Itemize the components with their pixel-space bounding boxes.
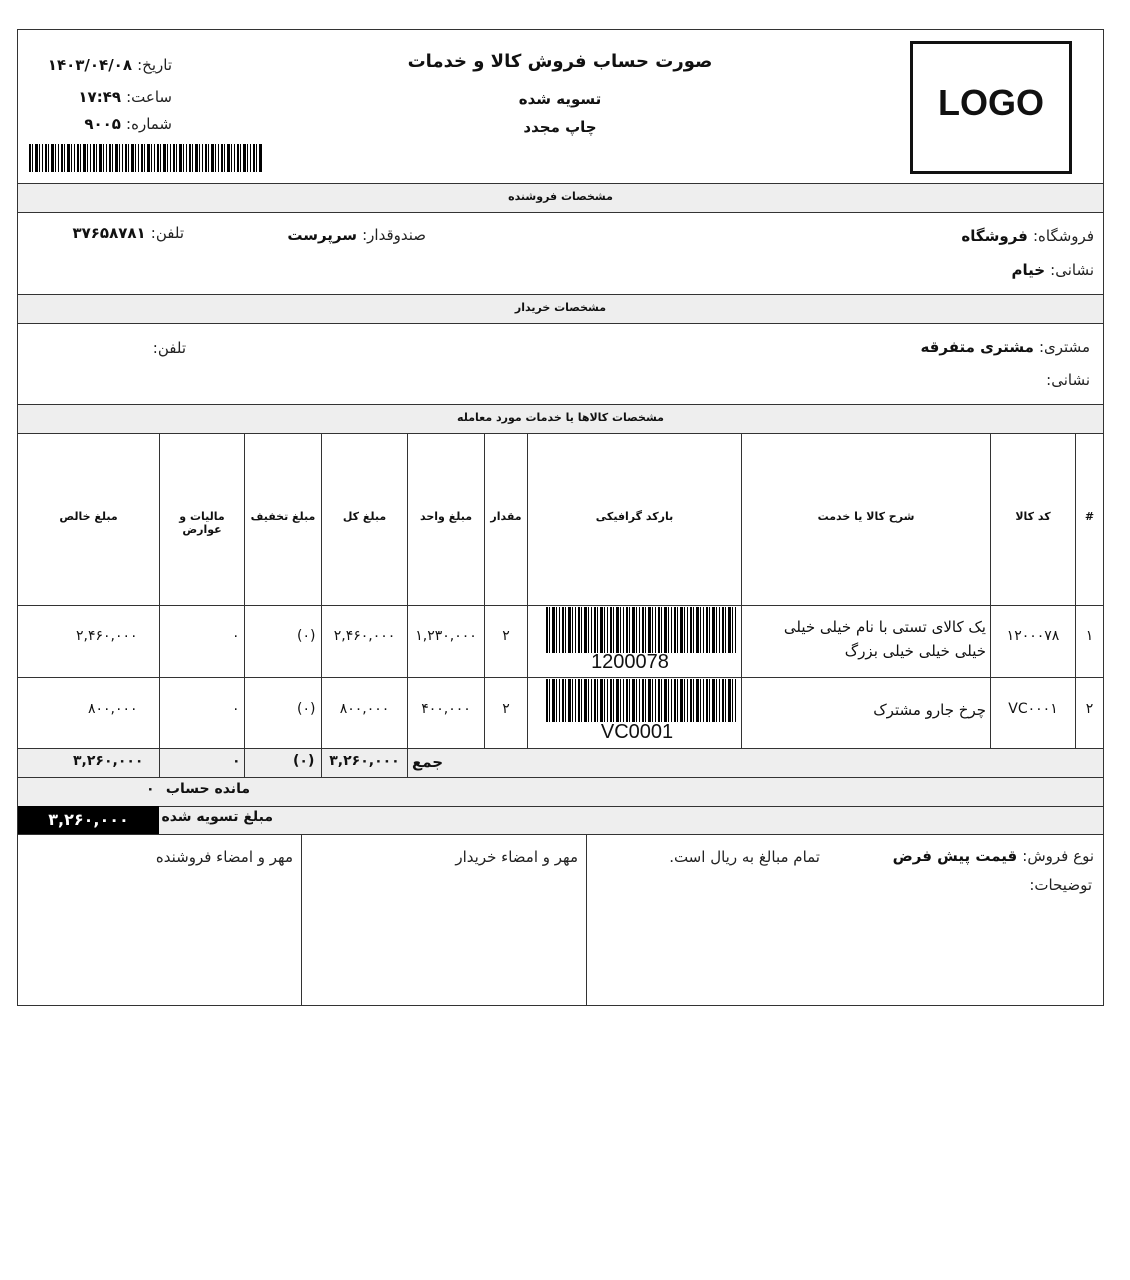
balance-label: مانده حساب: [165, 781, 250, 797]
column-divider: [527, 433, 528, 748]
sale-type-value: قیمت پیش فرض: [892, 847, 1018, 865]
seller-signature-label: مهر و امضاء فروشنده: [155, 848, 293, 866]
sum-label: جمع: [412, 753, 444, 771]
status-label: تسویه شده: [518, 90, 602, 108]
col-header-discount: مبلغ تخفیف: [250, 510, 316, 523]
divider: [17, 323, 1104, 324]
notes-label: توضیحات:: [1029, 876, 1092, 894]
item-barcode-icon: [546, 679, 738, 722]
time-row: [78, 87, 172, 106]
seller-address-row: [1011, 260, 1094, 279]
customer-row: [920, 337, 1090, 356]
items-section-band: [18, 405, 1103, 433]
col-header-unit: مبلغ واحد: [419, 510, 473, 523]
seller-phone-row: [72, 223, 184, 242]
item-barcode-icon: [546, 607, 738, 653]
cell-barcode-number: VC0001: [600, 721, 674, 743]
customer-value: مشتری متفرقه: [920, 338, 1034, 356]
col-header-net: مبلغ خالص: [59, 510, 118, 523]
divider: [17, 605, 1104, 606]
divider: [17, 433, 1104, 434]
col-header-tax: مالیات و عوارض: [179, 510, 225, 536]
sale-type-row: [893, 846, 1094, 865]
date-row: [48, 55, 172, 74]
cell-tax: ۰: [232, 701, 240, 717]
cell-discount: (۰): [297, 628, 316, 644]
cell-qty: ۲: [502, 701, 510, 717]
buyer-section-title: مشخصات خریدار: [514, 301, 607, 314]
date-label: تاریخ:: [137, 56, 172, 74]
divider: [17, 212, 1104, 213]
store-row: [961, 226, 1094, 245]
cashier-value: سرپرست: [287, 226, 358, 244]
buyer-signature-label: مهر و امضاء خریدار: [455, 848, 578, 866]
buyer-section-band: [18, 295, 1103, 323]
cell-qty: ۲: [502, 628, 510, 644]
cell-discount: (۰): [297, 701, 316, 717]
sale-type-label: نوع فروش:: [1022, 847, 1094, 865]
sum-total: ۳,۲۶۰,۰۰۰: [329, 753, 400, 769]
seller-address-label: نشانی:: [1050, 261, 1094, 279]
seller-address-value: خیام: [1011, 261, 1046, 279]
col-header-row: #: [1084, 510, 1095, 523]
invoice-title: صورت حساب فروش کالا و خدمات: [407, 51, 713, 72]
col-header-qty: مقدار: [490, 510, 522, 523]
currency-note: تمام مبالغ به ریال است.: [669, 848, 820, 866]
cell-total: ۸۰۰,۰۰۰: [339, 701, 390, 717]
cell-row: ۲: [1085, 701, 1094, 717]
seller-section-band: [18, 184, 1103, 212]
date-value: ۱۴۰۳/۰۴/۰۸: [47, 56, 132, 74]
col-header-barcode: بارکد گرافیکی: [595, 510, 674, 523]
time-value: ۱۷:۴۹: [78, 88, 122, 106]
cell-desc-line1: چرخ جارو مشترک: [873, 701, 986, 719]
cell-unit: ۱,۲۳۰,۰۰۰: [415, 628, 477, 644]
seller-section-title: مشخصات فروشنده: [508, 190, 613, 203]
buyer-phone-row: [153, 338, 186, 357]
column-divider: [301, 834, 302, 1006]
column-divider: [407, 748, 408, 778]
sum-net: ۳,۲۶۰,۰۰۰: [73, 753, 144, 769]
number-label: شماره:: [126, 115, 172, 133]
col-header-total: مبلغ کل: [342, 510, 387, 523]
cashier-label: صندوقدار:: [362, 226, 426, 244]
cell-net: ۸۰۰,۰۰۰: [88, 701, 138, 717]
cell-desc-line2: خیلی خیلی خیلی بزرگ: [844, 642, 986, 660]
cell-barcode-number: 1200078: [591, 651, 669, 673]
store-value: فروشگاه: [961, 227, 1028, 245]
column-divider: [586, 834, 587, 1006]
col-header-desc: شرح کالا یا خدمت: [817, 510, 915, 523]
number-value: ۹۰۰۵: [84, 115, 121, 133]
seller-phone-label: تلفن:: [150, 224, 184, 242]
divider: [17, 834, 1104, 835]
buyer-phone-label: تلفن:: [152, 339, 186, 357]
settled-value: ۳,۲۶۰,۰۰۰: [18, 806, 159, 834]
logo-box: [910, 41, 1072, 174]
sum-discount: (۰): [293, 753, 315, 769]
customer-label: مشتری:: [1038, 338, 1090, 356]
reprint-label: چاپ مجدد: [523, 118, 597, 136]
buyer-address-row: [1046, 370, 1090, 389]
time-label: ساعت:: [126, 88, 172, 106]
seller-phone-value: ۳۷۶۵۸۷۸۱: [72, 224, 146, 242]
settled-label: مبلغ تسویه شده: [161, 809, 273, 825]
cell-row: ۱: [1085, 628, 1094, 644]
balance-value: ۰: [146, 781, 155, 797]
cell-code: ۱۲۰۰۰۷۸: [1006, 628, 1060, 644]
cashier-row: [287, 225, 426, 244]
logo-text: LOGO: [938, 82, 1044, 123]
cell-unit: ۴۰۰,۰۰۰: [421, 701, 471, 717]
cell-desc-line1: یک کالای تستی با نام خیلی خیلی: [783, 618, 986, 636]
number-row: [84, 114, 172, 133]
items-section-title: مشخصات کالاها یا خدمات مورد معامله: [457, 411, 664, 424]
cell-net: ۲,۴۶۰,۰۰۰: [76, 628, 138, 644]
buyer-address-label: نشانی:: [1046, 371, 1090, 389]
store-label: فروشگاه:: [1032, 227, 1094, 245]
sum-tax: ۰: [232, 753, 241, 769]
cell-total: ۲,۴۶۰,۰۰۰: [333, 628, 396, 644]
cell-code: VC۰۰۰۱: [1008, 701, 1058, 717]
invoice-barcode-icon: [29, 144, 263, 172]
col-header-code: کد کالا: [1015, 510, 1051, 523]
divider: [17, 677, 1104, 678]
cell-tax: ۰: [232, 628, 240, 644]
